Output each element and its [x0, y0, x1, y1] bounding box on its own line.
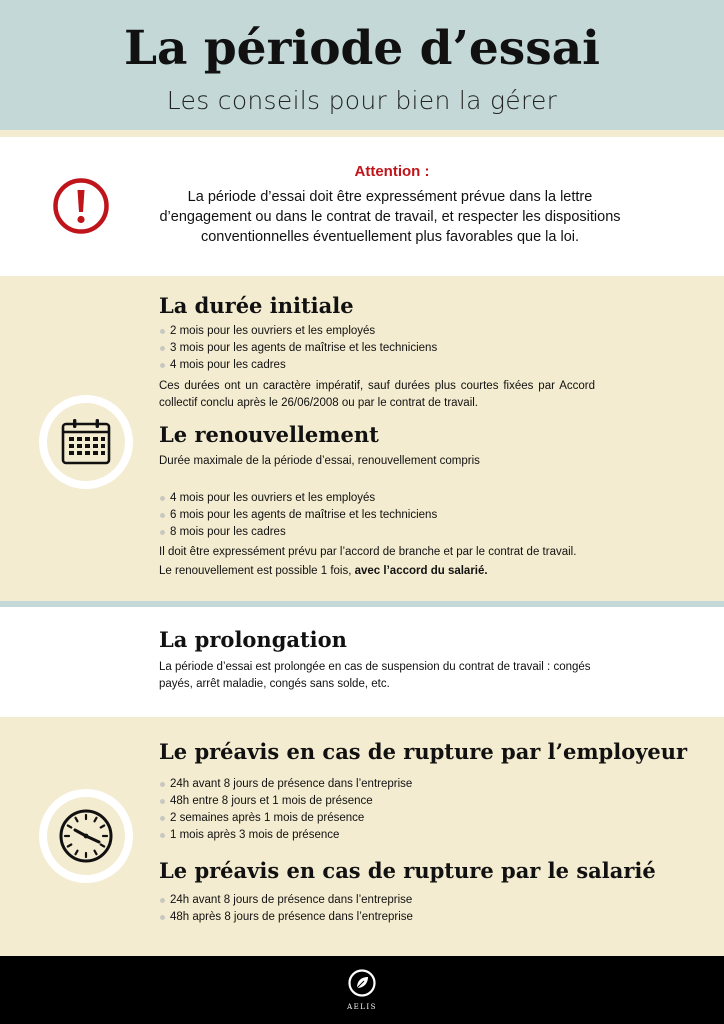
preavis-employeur-title: Le préavis en cas de rupture par l’employeur: [159, 739, 688, 764]
divider: [0, 130, 724, 137]
renouvellement-note-2-text: Le renouvellement est possible 1 fois,: [159, 565, 355, 577]
list-item: 4 mois pour les cadres: [159, 357, 437, 374]
footer: [0, 956, 724, 1024]
list-item: 1 mois après 3 mois de présence: [159, 827, 412, 844]
leaf-logo-icon: [347, 968, 377, 998]
calendar-icon-badge: [39, 395, 133, 489]
duree-initiale-list: [159, 323, 437, 374]
attention-text: La période d’essai doit être expressément prévue dans la lettre d’engagement ou dans le contrat de travail, et respecter les dispositions conventionnelles éventuellement plus favorables que la loi.: [159, 189, 621, 245]
duree-initiale-title: La durée initiale: [159, 293, 354, 318]
renouvellement-title: Le renouvellement: [159, 422, 379, 447]
list-item: 48h entre 8 jours et 1 mois de présence: [159, 793, 412, 810]
preavis-employeur-list: [159, 776, 412, 844]
logo-text: AELIS: [347, 1003, 377, 1011]
list-item: 2 semaines après 1 mois de présence: [159, 810, 412, 827]
page-title: La période d’essai: [123, 21, 601, 76]
clock-icon-badge: [39, 789, 133, 883]
exclamation-icon: [52, 177, 110, 235]
preavis-salarie-list: [159, 892, 413, 926]
preavis-section: [0, 717, 724, 956]
clock-icon: [58, 808, 114, 864]
list-item: 24h avant 8 jours de présence dans l’entreprise: [159, 892, 413, 909]
renouvellement-list: [159, 490, 437, 541]
renouvellement-note-2: [159, 563, 629, 580]
prolongation-section: [0, 607, 724, 717]
attention-title: Attention :: [354, 163, 430, 180]
list-item: 6 mois pour les agents de maîtrise et les techniciens: [159, 507, 437, 524]
prolongation-text: La période d’essai est prolongée en cas de suspension du contrat de travail : congés payés, arrêt maladie, congés sans solde, etc.: [159, 661, 591, 690]
list-item: 2 mois pour les ouvriers et les employés: [159, 323, 437, 340]
renouvellement-note-2-bold: avec l’accord du salarié.: [354, 565, 488, 577]
calendar-icon: [60, 417, 112, 467]
list-item: 24h avant 8 jours de présence dans l’entreprise: [159, 776, 412, 793]
list-item: 8 mois pour les cadres: [159, 524, 437, 541]
renouvellement-intro: Durée maximale de la période d’essai, renouvellement compris: [159, 455, 480, 467]
preavis-salarie-title: Le préavis en cas de rupture par le salarié: [159, 858, 656, 883]
renouvellement-note-1: Il doit être expressément prévu par l’accord de branche et par le contrat de travail.: [159, 546, 577, 558]
page-subtitle: Les conseils pour bien la gérer: [166, 86, 558, 115]
list-item: 4 mois pour les ouvriers et les employés: [159, 490, 437, 507]
prolongation-title: La prolongation: [159, 627, 347, 652]
list-item: 48h après 8 jours de présence dans l’entreprise: [159, 909, 413, 926]
page-header: [0, 0, 724, 130]
list-item: 3 mois pour les agents de maîtrise et les techniciens: [159, 340, 437, 357]
duree-initiale-note: Ces durées ont un caractère impératif, sauf durées plus courtes fixées par Accord collectif conclu après le 26/06/2008 ou par le contrat de travail.: [159, 380, 595, 409]
attention-section: [0, 137, 724, 276]
duration-section: [0, 276, 724, 601]
